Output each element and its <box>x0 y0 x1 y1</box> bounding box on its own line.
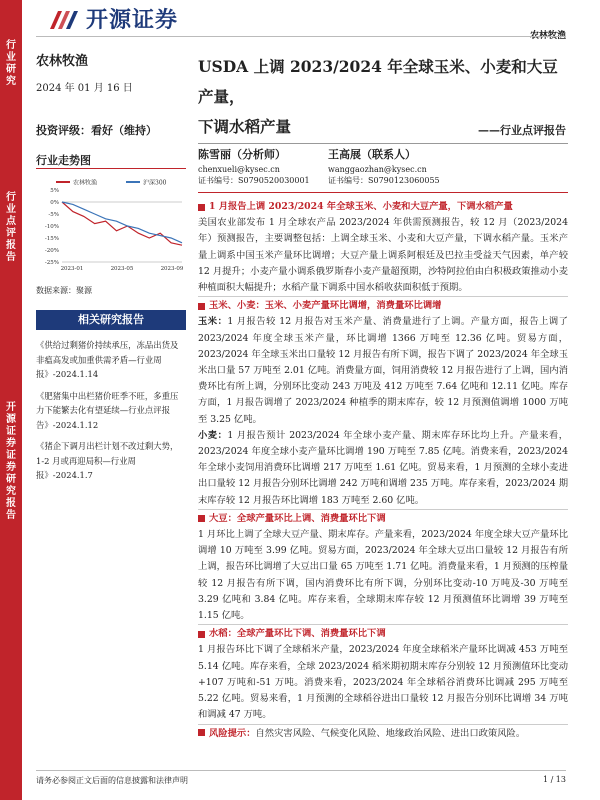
disclaimer: 请务必参阅正文后面的信息披露和法律声明 <box>36 776 188 785</box>
sidebar-mid-label: 行业点评报告 <box>6 192 16 263</box>
related-reports-list <box>36 338 186 490</box>
section-heading: 1 月报告上调 2023/2024 年全球玉米、小麦和大豆产量，下调水稻产量 <box>198 198 568 215</box>
author-name: 王高展（联系人） <box>328 148 416 161</box>
page-number: 1 / 13 <box>542 775 566 784</box>
section-heading: 水稻：全球产量环比下调、消费量环比下调 <box>198 624 568 642</box>
y-tick-label: -5% <box>48 212 59 218</box>
sector-label: 农林牧渔 <box>36 54 89 69</box>
bullet-icon <box>198 729 205 736</box>
related-report[interactable]: 《猪企下调月出栏计划不改过剩大势，1-2 月或再迎局积—行业周报》-2024.1.7 <box>36 441 179 480</box>
x-tick-label: 2023-01 <box>60 266 84 272</box>
risk-note: 风险提示：自然灾害风险、气候变化风险、地缘政治风险、进出口政策风险。 <box>198 724 568 742</box>
paragraph: 1 月报告环比下调了全球稻米产量，2023/2024 年度全球稻米产量环比调减 453 万吨至 5.14 亿吨。库存来看，全球 2023/2024 稻米期初期末库存分别较 12 月预测值环比变动+107 万吨和-51 万吨。消费来看，2023/2024 年全球稻谷消费环比调减 295 万吨至 5.22 亿吨。贸易来看，1 月预测的全球稻谷进出口量较 12 月报告分别环比调增 34 万吨和调减 47 万吨。 <box>198 644 568 721</box>
section-heading: 大豆：全球产量环比上调、消费量环比下调 <box>198 509 568 527</box>
author-divider <box>198 192 568 193</box>
author-email[interactable]: chenxueli@kysec.cn <box>198 165 280 174</box>
left-panel <box>36 50 186 94</box>
sidebar-bottom-label: 开源证券 证券研究报告 <box>6 402 16 521</box>
legend-label: 沪深300 <box>143 179 167 187</box>
y-tick-label: -10% <box>44 224 59 230</box>
bullet-icon <box>198 515 205 522</box>
logo-icon <box>48 5 80 31</box>
report-date: 2024 年 01 月 16 日 <box>36 83 133 94</box>
logo <box>48 4 178 32</box>
paragraph: 玉米：1 月报告较 12 月报告对玉米产量、消费量进行了上调。产量方面，报告上调了 2023/2024 年度全球玉米产量，环比调增 1366 万吨至 12.36 亿吨。贸易方面，2023/2024 年全球玉米出口量较 12 月报告有所下调，报告下调了 2023/2024 年全球玉米出口量 57 万吨至 2.01 亿吨。消费量方面，饲用消费较 12 月报告进行了上调，国内消费环比有所上调，分别环比变动 243 万吨及 412 万吨至 7.64 亿吨和 12.11 亿吨。库存方面，1 月报告调增了 2023/2024 种植季的期末库存，较 12 月预测值调增 1000 万吨至 3.25 亿吨。 <box>198 316 568 425</box>
header-sector: 农林牧渔 <box>529 31 566 41</box>
author-cert: 证书编号：S0790520030001 <box>198 176 310 185</box>
author-2 <box>328 148 448 186</box>
header-divider <box>36 36 566 37</box>
bullet-icon <box>198 204 205 211</box>
author-name: 陈雪丽（分析师） <box>198 148 286 161</box>
y-tick-label: -15% <box>44 236 59 242</box>
footer <box>36 770 566 786</box>
title-line-1: USDA 上调 2023/2024 年全球玉米、小麦和大豆产量， <box>198 57 558 106</box>
paragraph: 1 月环比上调了全球大豆产量、期末库存。产量来看，2023/2024 年度全球大豆产量环比调增 10 万吨至 3.99 亿吨。贸易方面，2023/2024 年全球大豆出口量较 12 月报告有所上调，报告环比调增了大豆出口量 65 万吨至 1.71 亿吨。消费量来看，1 月预测的压榨量较 12 月报告有所下调，国内消费环比有所下调，分别环比变动-10 万吨及-30 万吨至 3.29 亿吨和 3.84 亿吨。库存来看，全球期末库存较 12 月预测值环比调增 39 万吨至 1.15 亿吨。 <box>198 529 568 622</box>
paragraph: 美国农业部发布 1 月全球农产品 2023/2024 年供需预测报告，较 12 月（2023/2024 年）预测报告，主要调整包括：上调全球玉米、小麦和大豆产量，下调水稻产量。玉米产量上调系中国玉米产量环比调增；大豆产量上调系阿根廷及巴拉圭受益天气因素，单产较 12 月提升；小麦产量小调系俄罗斯春小麦产量超预期，沙特阿拉伯由白积极政策推动小麦种植面积大幅提升；水稻产量下调系中国水稻收获面积低于预期。 <box>198 217 568 294</box>
trend-chart <box>36 176 186 276</box>
y-tick-label: 0% <box>50 200 59 206</box>
trend-divider <box>36 168 186 169</box>
investment-rating <box>36 122 157 138</box>
report-type: ——行业点评报告 <box>478 124 566 137</box>
bullet-icon <box>198 303 205 310</box>
y-tick-label: -25% <box>44 260 59 266</box>
logo-text: 开源证券 <box>86 7 179 33</box>
related-reports-heading: 相关研究报告 <box>36 310 186 330</box>
rating-label: 投资评级： <box>36 124 91 137</box>
related-report[interactable]: 《肥猪集中出栏猪价旺季不旺，多重压力下能繁去化有望延续—行业点评报告》-2024.1.12 <box>36 390 179 430</box>
title-divider <box>198 143 568 144</box>
related-report[interactable]: 《供给过剩猪价持续承压，冻品出货及非瘟高发或加重供需矛盾—行业周报》-2024.1.14 <box>36 340 179 379</box>
author-cert: 证书编号：S0790123060055 <box>328 176 440 185</box>
rating-value: 看好（维持） <box>91 124 157 137</box>
y-tick-label: -20% <box>44 248 59 254</box>
paragraph: 小麦：1 月报告预计 2023/2024 年全球小麦产量、期末库存环比均上升。产量来看，2023/2024 年度全球小麦产量环比调增 190 万吨至 7.85 亿吨。消费来看，2023/2024 年全球小麦饲用消费环比调增 217 万吨至 1.61 亿吨。贸易来看，1 月预测的全球小麦进出口量较 12 月报告分别环比调增 242 万吨和调增 235 万吨。库存来看，2023/2024 期末库存较 12 月报告环比调增 183 万吨至 2.60 亿吨。 <box>198 429 568 506</box>
series-line <box>62 202 182 243</box>
side-banner <box>0 0 22 800</box>
author-1 <box>198 148 318 186</box>
section-heading: 玉米、小麦：玉米、小麦产量环比调增，消费量环比调增 <box>198 296 568 314</box>
sidebar-top-label: 行业研究 <box>6 40 16 87</box>
authors <box>198 148 568 186</box>
title-line-2: 下调水稻产量 <box>198 117 292 136</box>
bullet-icon <box>198 631 205 638</box>
x-tick-label: 2023-05 <box>110 266 134 272</box>
x-tick-label: 2023-09 <box>160 266 184 272</box>
report-body <box>198 198 568 742</box>
author-email[interactable]: wanggaozhan@kysec.cn <box>328 165 427 174</box>
chart-source: 数据来源：聚源 <box>36 286 92 295</box>
y-tick-label: 5% <box>50 188 59 194</box>
trend-title: 行业走势图 <box>36 154 91 167</box>
legend-label: 农林牧渔 <box>73 179 98 187</box>
